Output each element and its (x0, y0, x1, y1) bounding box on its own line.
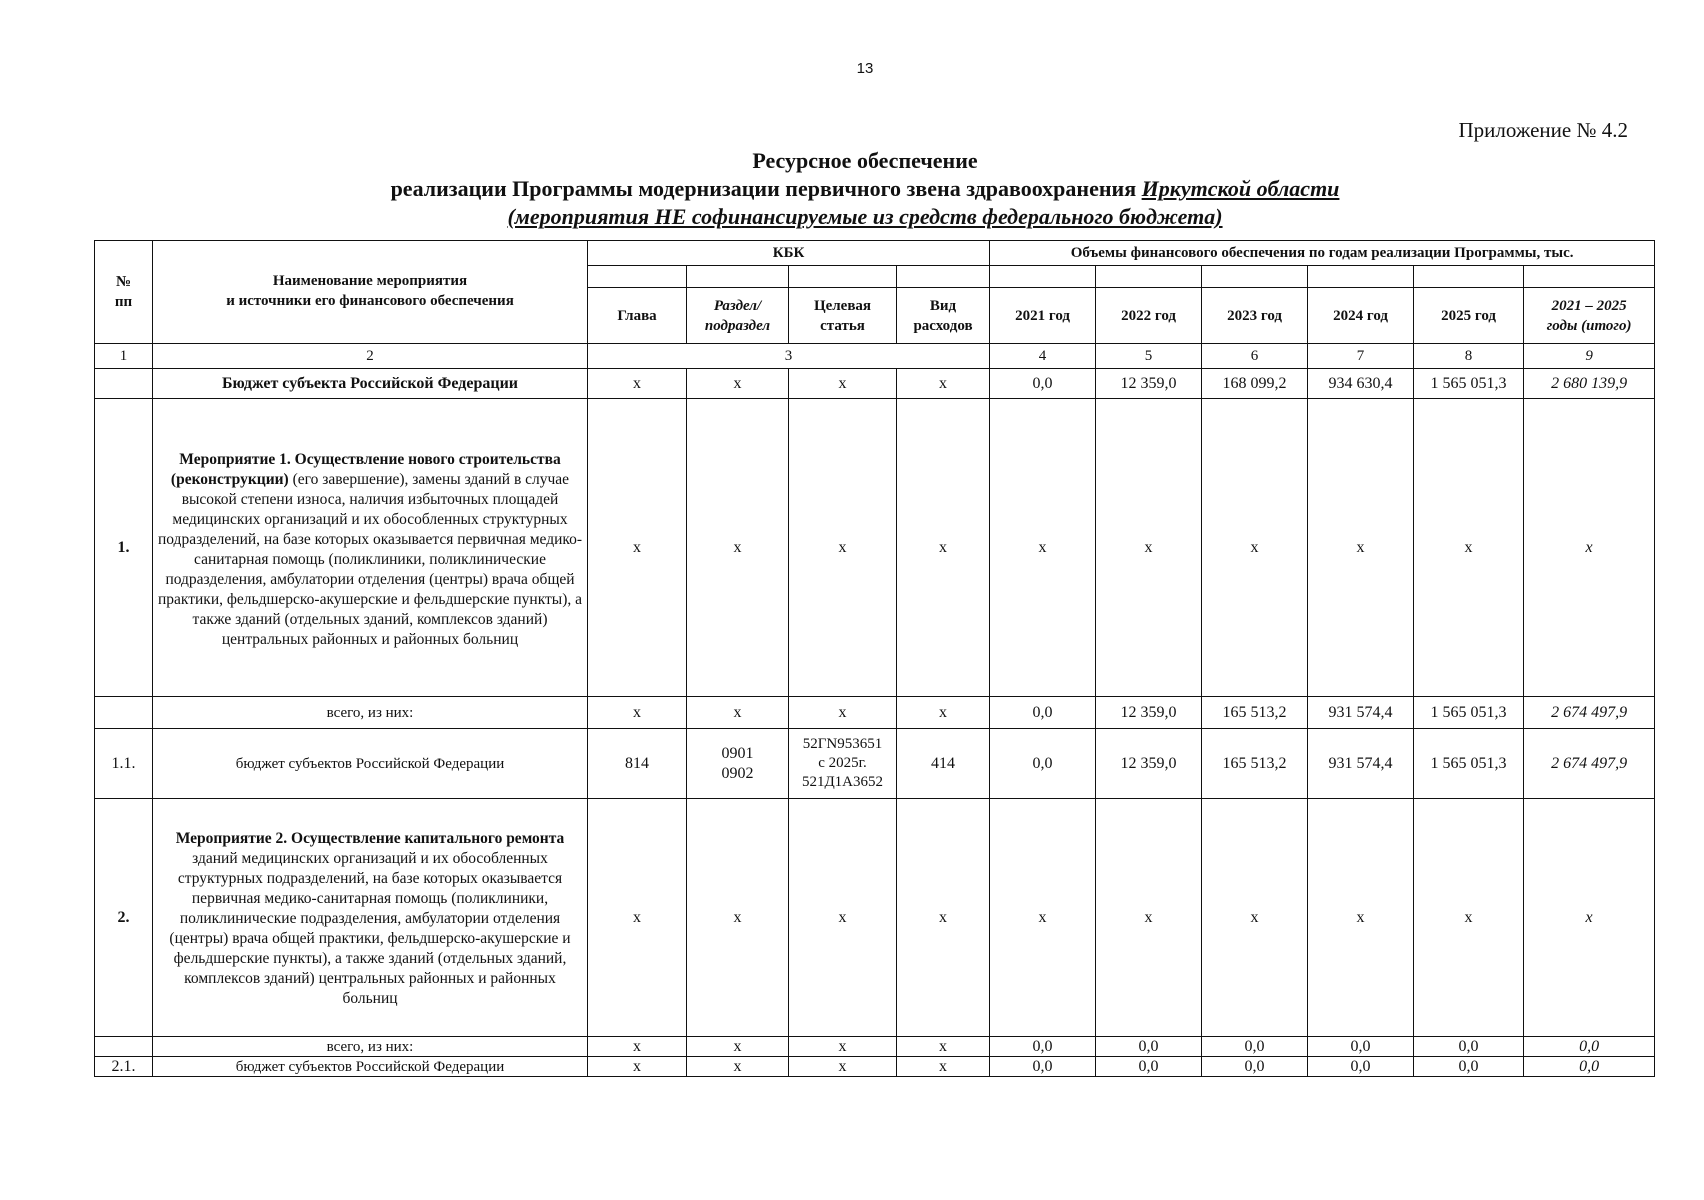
cell-total: x (1524, 799, 1655, 1037)
cell-2021: 0,0 (990, 697, 1096, 729)
col-number: 1 (95, 344, 153, 369)
cell-glava: x (588, 697, 687, 729)
cell-2024: 934 630,4 (1308, 369, 1414, 399)
cell-total: 2 680 139,9 (1524, 369, 1655, 399)
event-2-1-row (95, 1057, 1655, 1077)
cell-vid: x (897, 799, 990, 1037)
cell-celevaya: x (789, 369, 897, 399)
cell-total: 2 674 497,9 (1524, 697, 1655, 729)
header-spacer-cell (1524, 266, 1655, 288)
header-spacer-cell (1096, 266, 1202, 288)
cell-razdel: x (687, 799, 789, 1037)
resource-table (94, 240, 1655, 1077)
cell-glava: x (588, 399, 687, 697)
title-line-3: (мероприятия НЕ софинансируемые из средств федерального бюджета) (507, 204, 1223, 229)
cell-2024: 931 574,4 (1308, 697, 1414, 729)
row-name: Бюджет субъекта Российской Федерации (153, 369, 588, 399)
cell-2021: 0,0 (990, 1057, 1096, 1077)
row-name: всего, из них: (153, 697, 588, 729)
row-num: 2. (95, 799, 153, 1037)
event-title: Мероприятие 1. Осуществление нового строительства (реконструкции) (170, 450, 561, 488)
col-number: 6 (1202, 344, 1308, 369)
event-2-total-row (95, 1037, 1655, 1057)
cell-glava: x (588, 369, 687, 399)
event-1-total-row (95, 697, 1655, 729)
header-spacer-cell (897, 266, 990, 288)
document-title (0, 147, 1704, 231)
col-number: 3 (588, 344, 990, 369)
cell-2021: x (990, 399, 1096, 697)
cell-2022: 12 359,0 (1096, 697, 1202, 729)
cell-vid: x (897, 1057, 990, 1077)
event-1-row (95, 399, 1655, 697)
cell-glava: 814 (588, 729, 687, 799)
cell-celevaya: x (789, 399, 897, 697)
row-num: 1.1. (95, 729, 153, 799)
title-region: Иркутской области (1141, 176, 1340, 201)
header-razdel: Раздел/ подраздел (687, 288, 789, 344)
cell-2021: x (990, 799, 1096, 1037)
cell-2021: 0,0 (990, 1037, 1096, 1057)
cell-2023: 165 513,2 (1202, 697, 1308, 729)
cell-vid: x (897, 369, 990, 399)
header-kbk: КБК (588, 241, 990, 266)
title-line-2 (0, 175, 1704, 203)
cell-2021: 0,0 (990, 369, 1096, 399)
cell-2023: 0,0 (1202, 1057, 1308, 1077)
cell-2024: 0,0 (1308, 1037, 1414, 1057)
cell-razdel: x (687, 697, 789, 729)
col-number: 8 (1414, 344, 1524, 369)
cell-2025: 1 565 051,3 (1414, 369, 1524, 399)
cell-2023: x (1202, 399, 1308, 697)
cell-2023: 168 099,2 (1202, 369, 1308, 399)
cell-2025: 1 565 051,3 (1414, 729, 1524, 799)
event-description: (его завершение), замены зданий в случае высокой степени износа, наличия избыточных площадей медицинских организаций и их обособленных структурных подразделений, на базе которых оказывается первичная медико-санитарная помощь (поликлиники, поликлинические подразделения, амбулатории отделения (центры) врача общей практики, фельдшерско-акушерские и фельдшерские пункты), а также зданий (отдельных зданий, комплексов зданий) центральных районных и районных больниц (157, 470, 583, 648)
event-description: зданий медицинских организаций и их обособленных структурных подразделений, на базе которых оказывается первичная медико-санитарная помощь (поликлиники, поликлинические подразделения, амбулатории отделения (центры) врача общей практики, фельдшерско-акушерские и фельдшерские пункты), а также зданий (отдельных зданий, комплексов зданий) центральных районных и районных больниц (169, 849, 571, 1007)
header-spacer-cell (789, 266, 897, 288)
col-number: 4 (990, 344, 1096, 369)
header-row-1 (95, 241, 1655, 266)
cell-razdel: 0901 0902 (687, 729, 789, 799)
header-name: Наименование мероприятия и источники его финансового обеспечения (153, 241, 588, 344)
cell-razdel: x (687, 1057, 789, 1077)
cell-vid: 414 (897, 729, 990, 799)
header-vid: Вид расходов (897, 288, 990, 344)
header-spacer-cell (687, 266, 789, 288)
cell-celevaya: x (789, 697, 897, 729)
cell-total: 0,0 (1524, 1037, 1655, 1057)
cell-razdel: x (687, 369, 789, 399)
cell-2023: x (1202, 799, 1308, 1037)
header-total: 2021 – 2025 годы (итого) (1524, 288, 1655, 344)
header-2021: 2021 год (990, 288, 1096, 344)
cell-2022: x (1096, 399, 1202, 697)
cell-glava: x (588, 1037, 687, 1057)
cell-2024: 931 574,4 (1308, 729, 1414, 799)
cell-2024: 0,0 (1308, 1057, 1414, 1077)
cell-vid: x (897, 697, 990, 729)
header-2022: 2022 год (1096, 288, 1202, 344)
cell-2023: 0,0 (1202, 1037, 1308, 1057)
cell-2025: 1 565 051,3 (1414, 697, 1524, 729)
cell-glava: x (588, 799, 687, 1037)
cell-vid: x (897, 1037, 990, 1057)
cell-2022: 12 359,0 (1096, 369, 1202, 399)
cell-vid: x (897, 399, 990, 697)
cell-2025: 0,0 (1414, 1057, 1524, 1077)
header-volumes: Объемы финансового обеспечения по годам реализации Программы, тыс. (990, 241, 1655, 266)
column-number-row (95, 344, 1655, 369)
cell-total: 2 674 497,9 (1524, 729, 1655, 799)
row-name (153, 399, 588, 697)
cell-total: 0,0 (1524, 1057, 1655, 1077)
cell-celevaya: x (789, 799, 897, 1037)
cell-2022: 12 359,0 (1096, 729, 1202, 799)
row-num (95, 697, 153, 729)
title-line-1: Ресурсное обеспечение (752, 148, 978, 173)
row-name: бюджет субъектов Российской Федерации (153, 1057, 588, 1077)
header-spacer-cell (1202, 266, 1308, 288)
cell-celevaya: x (789, 1037, 897, 1057)
row-num: 2.1. (95, 1057, 153, 1077)
header-2023: 2023 год (1202, 288, 1308, 344)
header-2024: 2024 год (1308, 288, 1414, 344)
col-number: 5 (1096, 344, 1202, 369)
cell-2025: 0,0 (1414, 1037, 1524, 1057)
cell-razdel: x (687, 1037, 789, 1057)
cell-2021: 0,0 (990, 729, 1096, 799)
row-num (95, 369, 153, 399)
cell-razdel: x (687, 399, 789, 697)
col-number: 9 (1524, 344, 1655, 369)
cell-celevaya: 52ГN953651 с 2025г. 521Д1А3652 (789, 729, 897, 799)
header-spacer-cell (1414, 266, 1524, 288)
budget-row (95, 369, 1655, 399)
cell-glava: x (588, 1057, 687, 1077)
event-1-1-row (95, 729, 1655, 799)
row-name (153, 799, 588, 1037)
cell-2022: x (1096, 799, 1202, 1037)
page-number: 13 (856, 60, 874, 77)
col-number: 2 (153, 344, 588, 369)
header-spacer-cell (1308, 266, 1414, 288)
row-name: бюджет субъектов Российской Федерации (153, 729, 588, 799)
cell-2025: x (1414, 799, 1524, 1037)
event-2-row (95, 799, 1655, 1037)
row-num: 1. (95, 399, 153, 697)
header-num: № пп (95, 241, 153, 344)
col-number: 7 (1308, 344, 1414, 369)
title-line-2-text: реализации Программы модернизации первичного звена здравоохранения (390, 176, 1142, 201)
cell-2024: x (1308, 799, 1414, 1037)
cell-2024: x (1308, 399, 1414, 697)
header-spacer-cell (990, 266, 1096, 288)
header-spacer-cell (588, 266, 687, 288)
header-2025: 2025 год (1414, 288, 1524, 344)
header-glava: Глава (588, 288, 687, 344)
row-name: всего, из них: (153, 1037, 588, 1057)
cell-2022: 0,0 (1096, 1057, 1202, 1077)
cell-2022: 0,0 (1096, 1037, 1202, 1057)
row-num (95, 1037, 153, 1057)
cell-total: x (1524, 399, 1655, 697)
header-celevaya: Целевая статья (789, 288, 897, 344)
cell-2023: 165 513,2 (1202, 729, 1308, 799)
appendix-label: Приложение № 4.2 (1458, 118, 1628, 142)
event-title: Мероприятие 2. Осуществление капитального ремонта (175, 829, 565, 847)
cell-celevaya: x (789, 1057, 897, 1077)
cell-2025: x (1414, 399, 1524, 697)
